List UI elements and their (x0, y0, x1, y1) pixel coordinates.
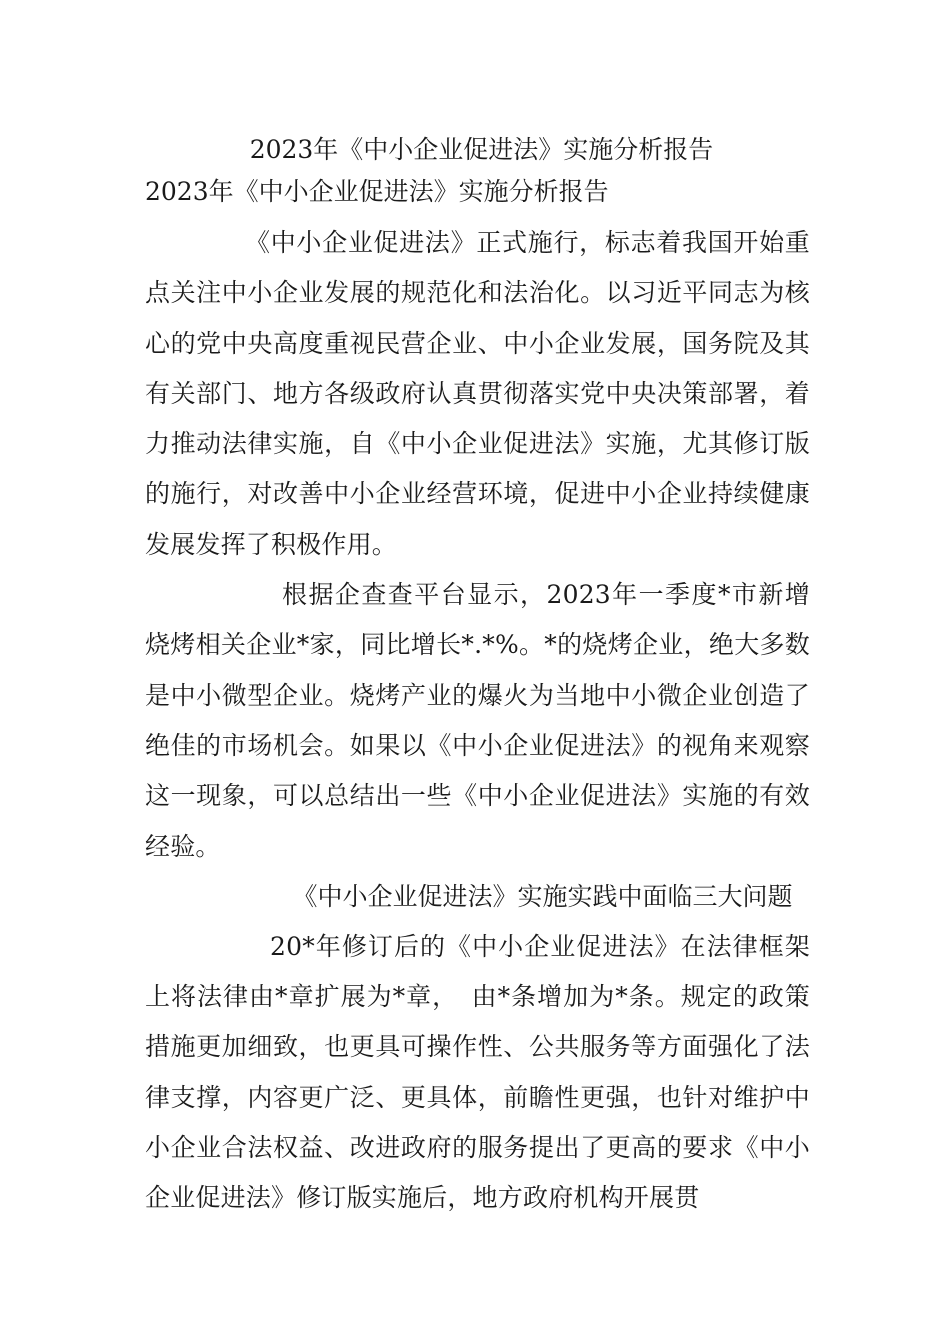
paragraph-barbecue-data: 根据企查查平台显示，2023年一季度*市新增烧烤相关企业*家，同比增长*.*%。*的烧烤企业，绝大多数是中小微型企业。烧烤产业的爆火为当地中小微企业创造了绝佳的市场机会。如果以《中小企业促进法》的视角来观察这一现象，可以总结出一些《中小企业促进法》实施的有效经验。 (145, 580, 810, 861)
document-body (145, 130, 810, 1224)
paragraph-revision: 20*年修订后的《中小企业促进法》在法律框架上将法律由*章扩展为*章， 由*条增加为*条。规定的政策措施更加细致，也更具可操作性、公共服务等方面强化了法律支撑，内容更广泛、更具体，前瞻性更强，也针对维护中小企业合法权益、改进政府的服务提出了更高的要求《中小企业促进法》修订版实施后，地方政府机构开展贯 (145, 931, 810, 1213)
document-title-repeat: 2023年《中小企业促进法》实施分析报告 (145, 177, 609, 206)
section-heading: 《中小企业促进法》实施实践中面临三大问题 (292, 881, 793, 911)
paragraph-intro: 《中小企业促进法》正式施行，标志着我国开始重点关注中小企业发展的规范化和法治化。以习近平同志为核心的党中央高度重视民营企业、中小企业发展，国务院及其有关部门、地方各级政府认真贯彻落实党中央决策部署，着力推动法律实施，自《中小企业促进法》实施，尤其修订版的施行，对改善中小企业经营环境，促进中小企业持续健康发展发挥了积极作用。 (145, 228, 810, 559)
document-title: 2023年《中小企业促进法》实施分析报告 (249, 135, 714, 164)
